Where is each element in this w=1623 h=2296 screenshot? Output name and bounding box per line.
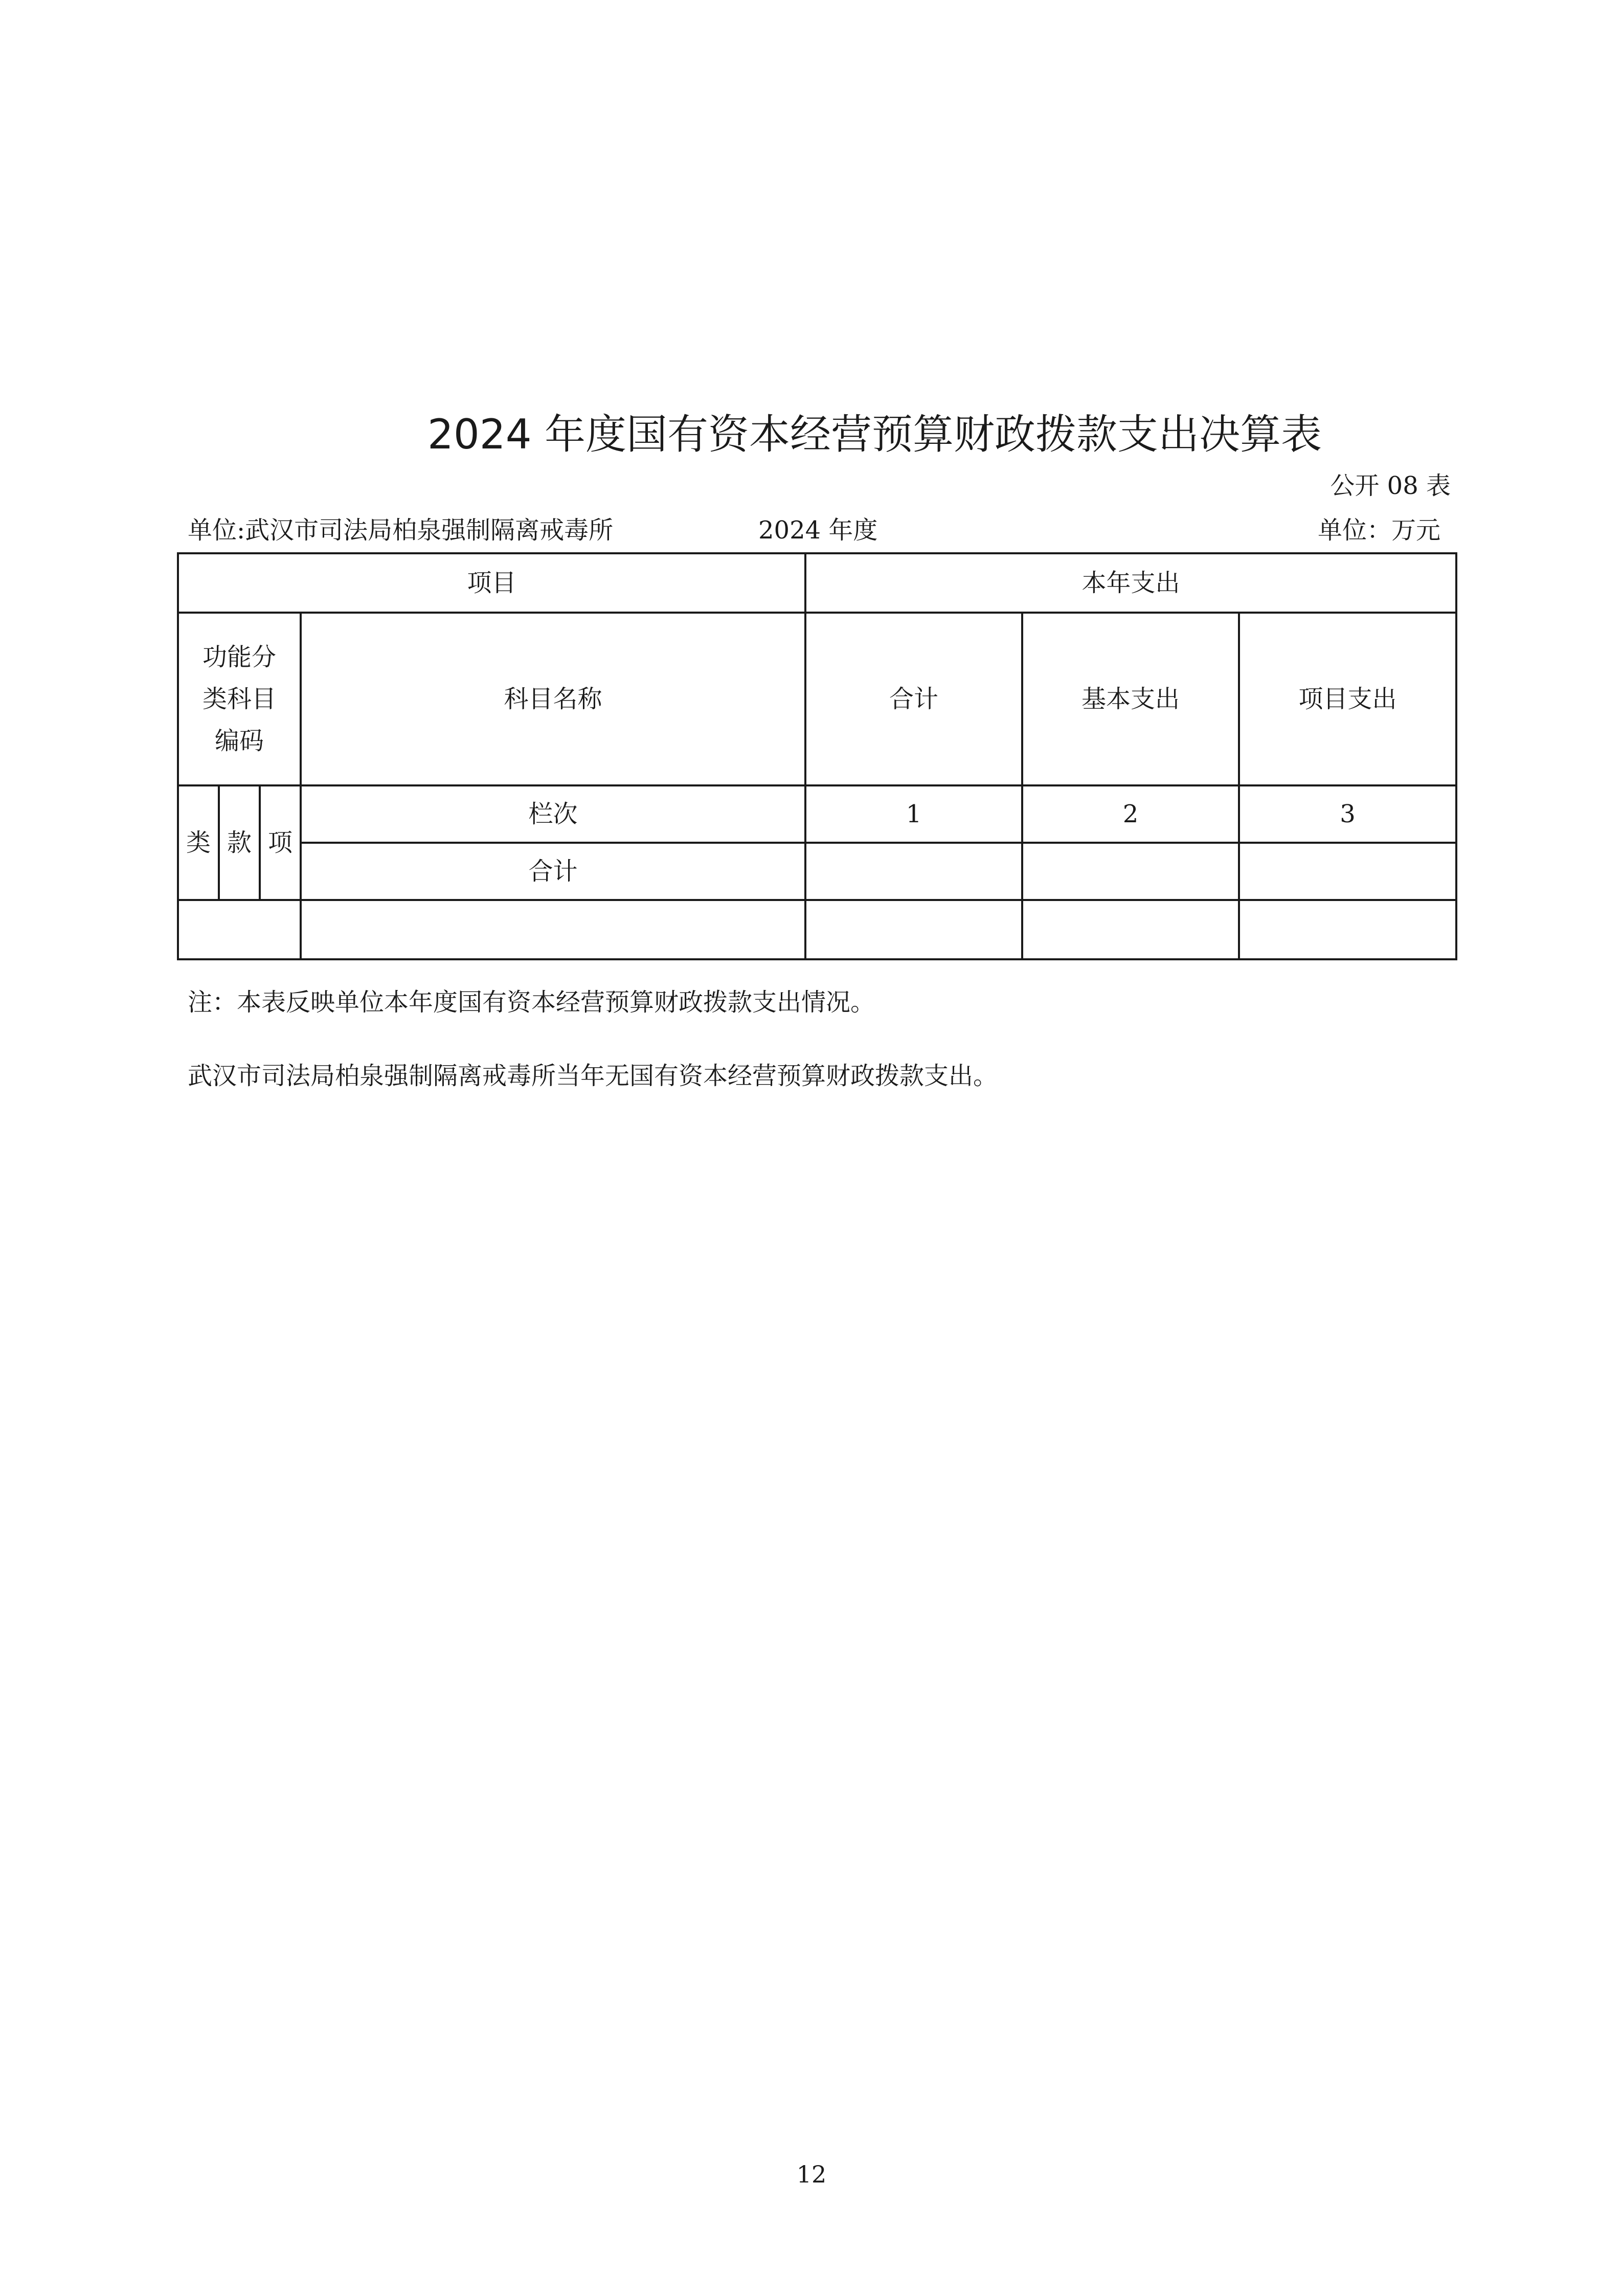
empty-name-cell bbox=[301, 900, 805, 959]
total-row-project bbox=[1239, 843, 1456, 900]
empty-code-cell bbox=[178, 900, 301, 959]
column-index-2: 2 bbox=[1022, 785, 1239, 843]
table-code: 公开 08 表 bbox=[1330, 471, 1451, 500]
empty-data-row bbox=[178, 900, 1456, 959]
total-row-label: 合计 bbox=[301, 843, 805, 900]
header-expense-cell: 本年支出 bbox=[805, 553, 1456, 613]
total-row-sum bbox=[805, 843, 1022, 900]
func-code-label bbox=[178, 613, 301, 785]
sub-lei: 类 bbox=[178, 785, 219, 900]
column-index-3: 3 bbox=[1239, 785, 1456, 843]
func-code-text: 功能分类科目编码 bbox=[202, 643, 276, 755]
header-item-cell: 项目 bbox=[178, 553, 805, 613]
page-number: 12 bbox=[796, 2160, 827, 2188]
project-expense-header: 项目支出 bbox=[1239, 613, 1456, 785]
sub-kuan: 款 bbox=[219, 785, 260, 900]
header-row-2 bbox=[178, 613, 1456, 785]
no-expense-statement: 武汉市司法局柏泉强制隔离戒毒所当年无国有资本经营预算财政拨款支出。 bbox=[188, 1062, 998, 1090]
empty-basic-cell bbox=[1022, 900, 1239, 959]
column-index-label: 栏次 bbox=[301, 785, 805, 843]
header-row-1 bbox=[178, 553, 1456, 613]
column-index-row bbox=[178, 785, 1456, 843]
total-row-basic bbox=[1022, 843, 1239, 900]
empty-project-cell bbox=[1239, 900, 1456, 959]
page-title: 2024 年度国有资本经营预算财政拨款支出决算表 bbox=[427, 411, 1322, 458]
subject-name-header: 科目名称 bbox=[301, 613, 805, 785]
table-note: 注：本表反映单位本年度国有资本经营预算财政拨款支出情况。 bbox=[188, 988, 875, 1017]
sub-xiang: 项 bbox=[260, 785, 301, 900]
basic-expense-header: 基本支出 bbox=[1022, 613, 1239, 785]
total-header: 合计 bbox=[805, 613, 1022, 785]
empty-total-cell bbox=[805, 900, 1022, 959]
column-index-1: 1 bbox=[805, 785, 1022, 843]
reporting-year: 2024 年度 bbox=[758, 516, 878, 545]
total-row bbox=[178, 843, 1456, 900]
expenditure-table bbox=[177, 552, 1457, 960]
reporting-unit: 单位:武汉市司法局柏泉强制隔离戒毒所 bbox=[188, 516, 614, 545]
money-unit: 单位：万元 bbox=[1317, 516, 1440, 545]
